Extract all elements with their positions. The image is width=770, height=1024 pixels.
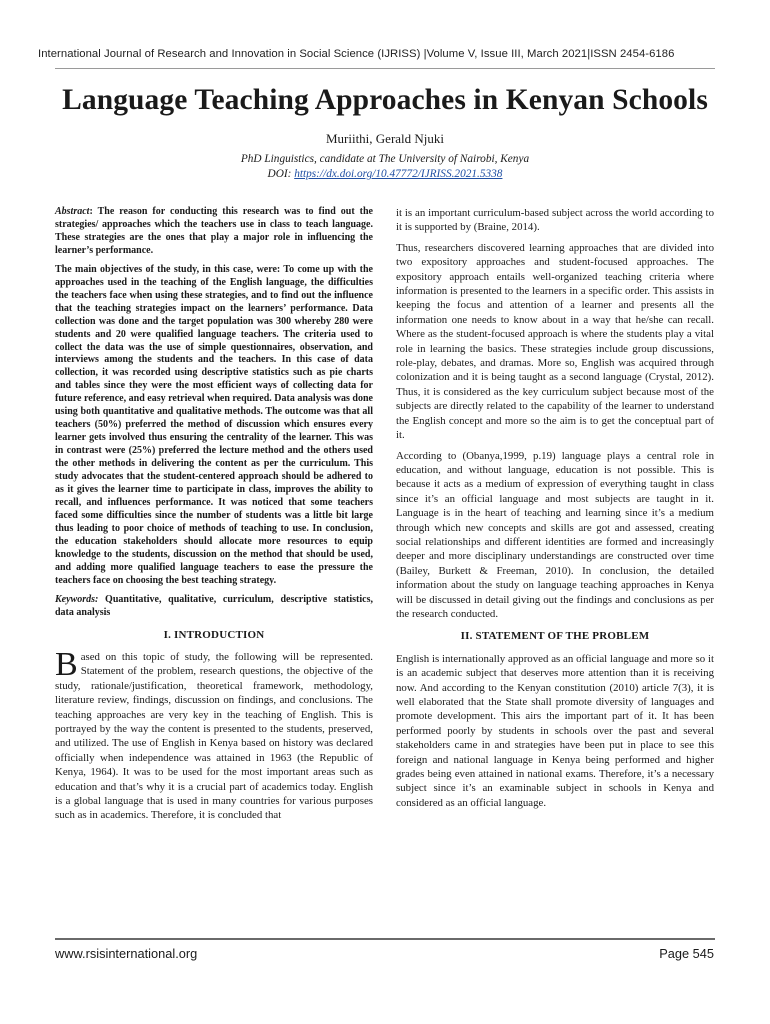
running-header: International Journal of Research and Innovation in Social Science (IJRISS) |Volume V, Issue III, March 2021|ISSN 2454-6186 [38, 48, 675, 60]
section-heading-introduction [55, 628, 373, 642]
header-divider [55, 68, 715, 69]
keywords-line [55, 594, 373, 620]
left-column [55, 206, 373, 823]
author-line: Muriithi, Gerald Njuki [325, 131, 445, 146]
paper-title: Language Teaching Approaches in Kenyan Schools [62, 84, 708, 116]
drop-cap: B [55, 645, 78, 683]
abstract-paragraph-1 [55, 206, 373, 258]
right-column [396, 206, 714, 810]
page-number: Page 545 [659, 946, 714, 961]
abstract-paragraph-2: The main objectives of the study, in this case, were: To come up with the approaches used in the teaching of the English language, the difficulties the teachers face when using these strategies, and to find out the influence that the teaching strategies impact on the learners’ performance. Data collection was done and the target population was 300 whereby 280 were students and 20 were qualified language teachers. The criteria used to collect the data was the use of simple questionnaires, observation, and interviews among the students and the teachers. In this case of data collection, it was recorded using descriptive statistics such as pie charts and tables since they were the most efficient ways of collecting data for future reference, and easy retrieval when required. Data analysis was done using both quantitative and qualitative methods. The outcome was that all teachers (50%) preferred the method of discussion which ensures every learner gets involved thus ensuring the centrality of the learner. This was in contrast were (25%) preferred the lecture method and the others used the other methods in delivering the content as per the curriculum. This study advocates that the student-centered approach should be adhered to as it gives the learner time to participate in class, improves the ability to recall, and influences performance. It was noticed that some teachers faced some difficulties since the number of students was a little bit large thus leading to poor choice of methods of teaching to use. In conclusion, the education stakeholders should allocate more resources to equip knowledge to the students, discussion on the method that should be used, and adding more qualified language teachers to ease the pressure the teachers face on choosing the best teaching strategy. [55, 263, 373, 586]
doi-label: DOI: [267, 168, 295, 180]
abstract-label: Abstract [55, 206, 90, 217]
body-paragraph-continued: it is an important curriculum-based subject across the world according to it is supported by (Braine, 2014). [396, 207, 714, 234]
introduction-paragraph [55, 645, 373, 823]
abstract-text-1: : The reason for conducting this research was to find out the strategies/ approaches which the teachers use in class to teach language. These strategies are the ones that play a major role in influencing the learner’s performance. [55, 206, 373, 256]
section-heading-problem: II. STATEMENT OF THE PROBLEM [460, 630, 650, 643]
intro-heading-text: NTRODUCTION [178, 628, 265, 641]
doi-link[interactable]: https://dx.doi.org/10.47772/IJRISS.2021.5338 [294, 168, 503, 180]
keywords-label: Keywords: [55, 593, 99, 605]
body-paragraph-language-role: According to (Obanya,1999, p.19) language plays a central role in education, and without language, education is not possible. This is because it acts as a medium of expression of everything taught in class since it’s an official language and most subjects are taught in it. Language is in the heart of teaching and learning since it’s a medium through which new concepts and skills are got and assessed, creating social relationships and different identities are formed and increasingly deeper and more disciplinary understandings are constructed over time (Bailey, Burkett & Freeman, 2010). In conclusion, the detailed information about the study on language teaching approaches in Kenya will be discussed in detail giving out the findings and conclusions as per the research conducted. [396, 449, 714, 620]
doi-line [0, 168, 770, 180]
footer-website[interactable]: www.rsisinternational.org [55, 946, 198, 961]
introduction-text: ased on this topic of study, the following will be represented. Statement of the problem, research questions, the objective of the study, rationale/justification, theoretical framework, methodology, literature review, findings, discussion on findings, and conclusions. The teaching approaches are very key in the teaching of English. This is portrayed by the way the content is presented to the students, preserved, and utilized. The use of English in Kenya based on history was declared officially when independence was attained in 1963 (the Republic of Kenya, 1964). It was to be used for the most important areas such as education and that’s why it is a crucial part of academics today. English is a global language that is used in many countries for various purposes such as in academics. Therefore, it is concluded that [55, 650, 373, 822]
problem-paragraph: English is internationally approved as an official language and more so it is an academic subject that deserves more attention than it is receiving now. And according to the Kenyan constitution (2010) article 7(3), it is well elaborated that the State shall promote diversity of languages and promote development. This airs the important part of it. It has been performed poorly by students in schools over the past and several stakeholders came in and strategies have been put in place to see this foreign and national language in Kenya being performed and higher grades being even attained in national exams. Therefore, it’s a necessary subject since it’s an examinable subject in schools in Kenya and considered as an official language. [396, 652, 714, 809]
affiliation-line: PhD Linguistics, candidate at The University of Nairobi, Kenya [240, 153, 530, 165]
keywords-text: Quantitative, qualitative, curriculum, descriptive statistics, data analysis [55, 593, 373, 618]
footer-divider [55, 938, 715, 940]
intro-heading-numeral: I. I [163, 628, 179, 641]
body-paragraph-approaches: Thus, researchers discovered learning approaches that are divided into two expository approaches and student-focused approaches. The expository approach entails well-organized teaching criteria where information is presented to the learners in a specific order. This assists in keeping the focus and attention of a learner and presents all the information one needs to know about in a way that he/she can recall. Where as the student-focused approach is where the students play a vital role in learning the basics. These strategies include group discussions, role-play, debates, and dramas. More so, English was acquired through colonization and it is being taught as a second language (Crystal, 2012). Thus, it is considered as the key curriculum subject because most of the subjects are directly related to the capability of the learner to understand the English concept and more so the aim is to get the conceptual part of it. [396, 241, 714, 442]
